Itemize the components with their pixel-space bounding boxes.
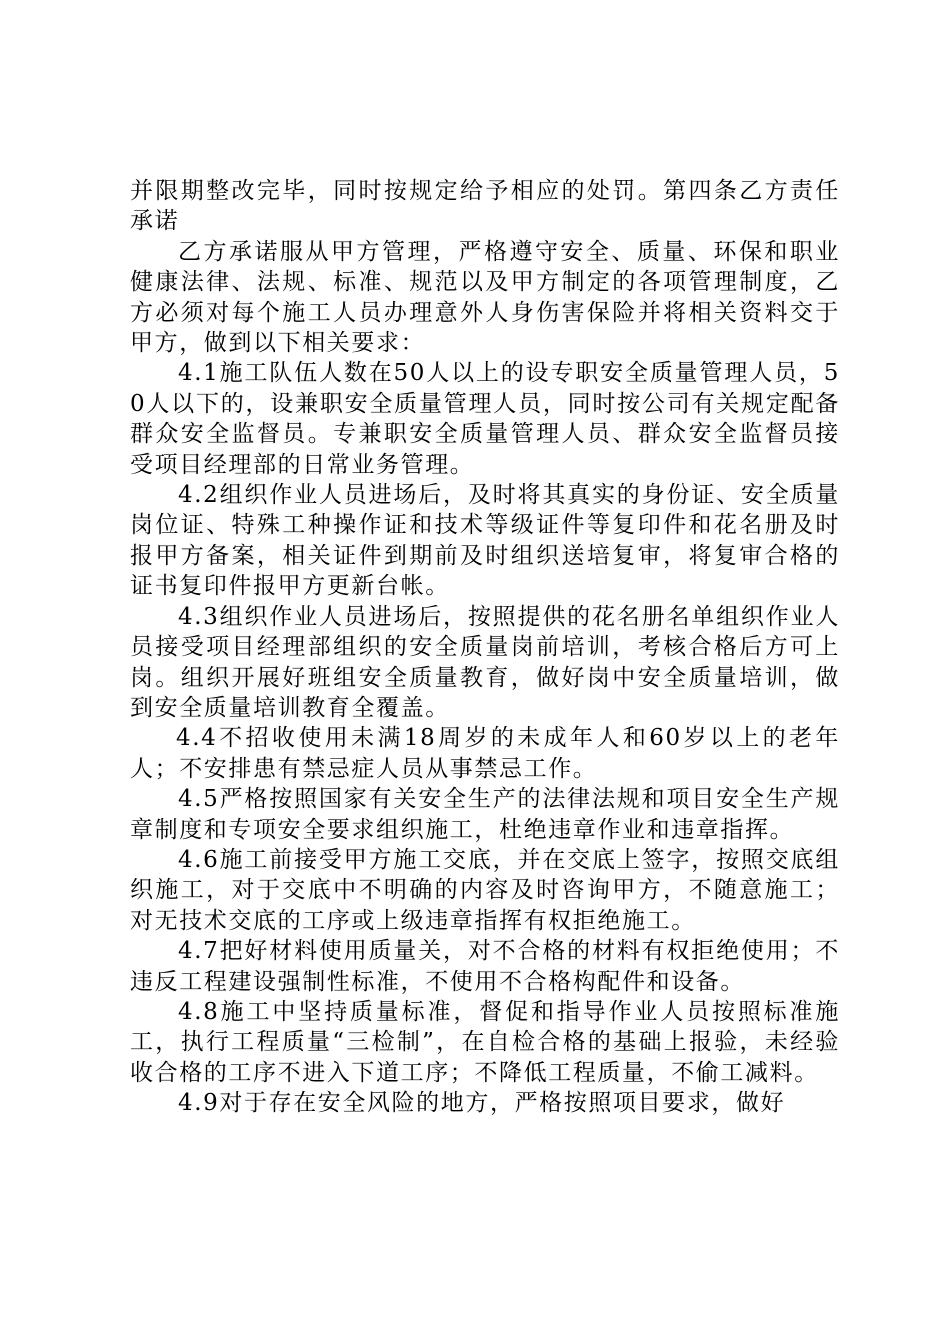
clause-4-7: 4.7把好材料使用质量关，对不合格的材料有权拒绝使用；不违反工程建设强制性标准，不使用不合格构配件和设备。 — [130, 938, 840, 995]
paragraph-commitment-intro: 乙方承诺服从甲方管理，严格遵守安全、质量、环保和职业健康法律、法规、标准、规范以及甲方制定的各项管理制度，乙方必须对每个施工人员办理意外人身伤害保险并将相关资料交于甲方，做到以下相关要求： — [130, 238, 840, 357]
paragraph-continuation: 并限期整改完毕，同时按规定给予相应的处罚。第四条乙方责任承诺 — [130, 178, 840, 235]
clause-4-5: 4.5严格按照国家有关安全生产的法律法规和项目安全生产规章制度和专项安全要求组织施工，杜绝违章作业和违章指挥。 — [130, 786, 840, 843]
clause-4-3: 4.3组织作业人员进场后，按照提供的花名册名单组织作业人员接受项目经理部组织的安全质量岗前培训，考核合格后方可上岗。组织开展好班组安全质量教育，做好岗中安全质量培训，做到安全质量培训教育全覆盖。 — [130, 603, 840, 721]
clause-4-2: 4.2组织作业人员进场后，及时将其真实的身份证、安全质量岗位证、特殊工种操作证和技术等级证件等复印件和花名册及时报甲方备案，相关证件到期前及时组织送培复审，将复审合格的证书复印件报甲方更新台帐。 — [130, 482, 840, 600]
document-page — [130, 176, 840, 1119]
clause-4-1: 4.1施工队伍人数在50人以上的设专职安全质量管理人员，50人以下的，设兼职安全质量管理人员，同时按公司有关规定配备群众安全监督员。专兼职安全质量管理人员、群众安全监督员接受项目经理部的日常业务管理。 — [130, 360, 840, 478]
clause-4-4: 4.4不招收使用未满18周岁的未成年人和60岁以上的老年人；不安排患有禁忌症人员从事禁忌工作。 — [130, 725, 840, 782]
clause-4-8: 4.8施工中坚持质量标准，督促和指导作业人员按照标准施工，执行工程质量“三检制”，在自检合格的基础上报验，未经验收合格的工序不进入下道工序；不降低工程质量，不偷工减料。 — [130, 998, 840, 1086]
clause-4-9: 4.9对于存在安全风险的地方，严格按照项目要求，做好 — [178, 1090, 786, 1117]
clause-4-6: 4.6施工前接受甲方施工交底，并在交底上签字，按照交底组织施工，对于交底中不明确的内容及时咨询甲方，不随意施工；对无技术交底的工序或上级违章指挥有权拒绝施工。 — [130, 846, 840, 934]
